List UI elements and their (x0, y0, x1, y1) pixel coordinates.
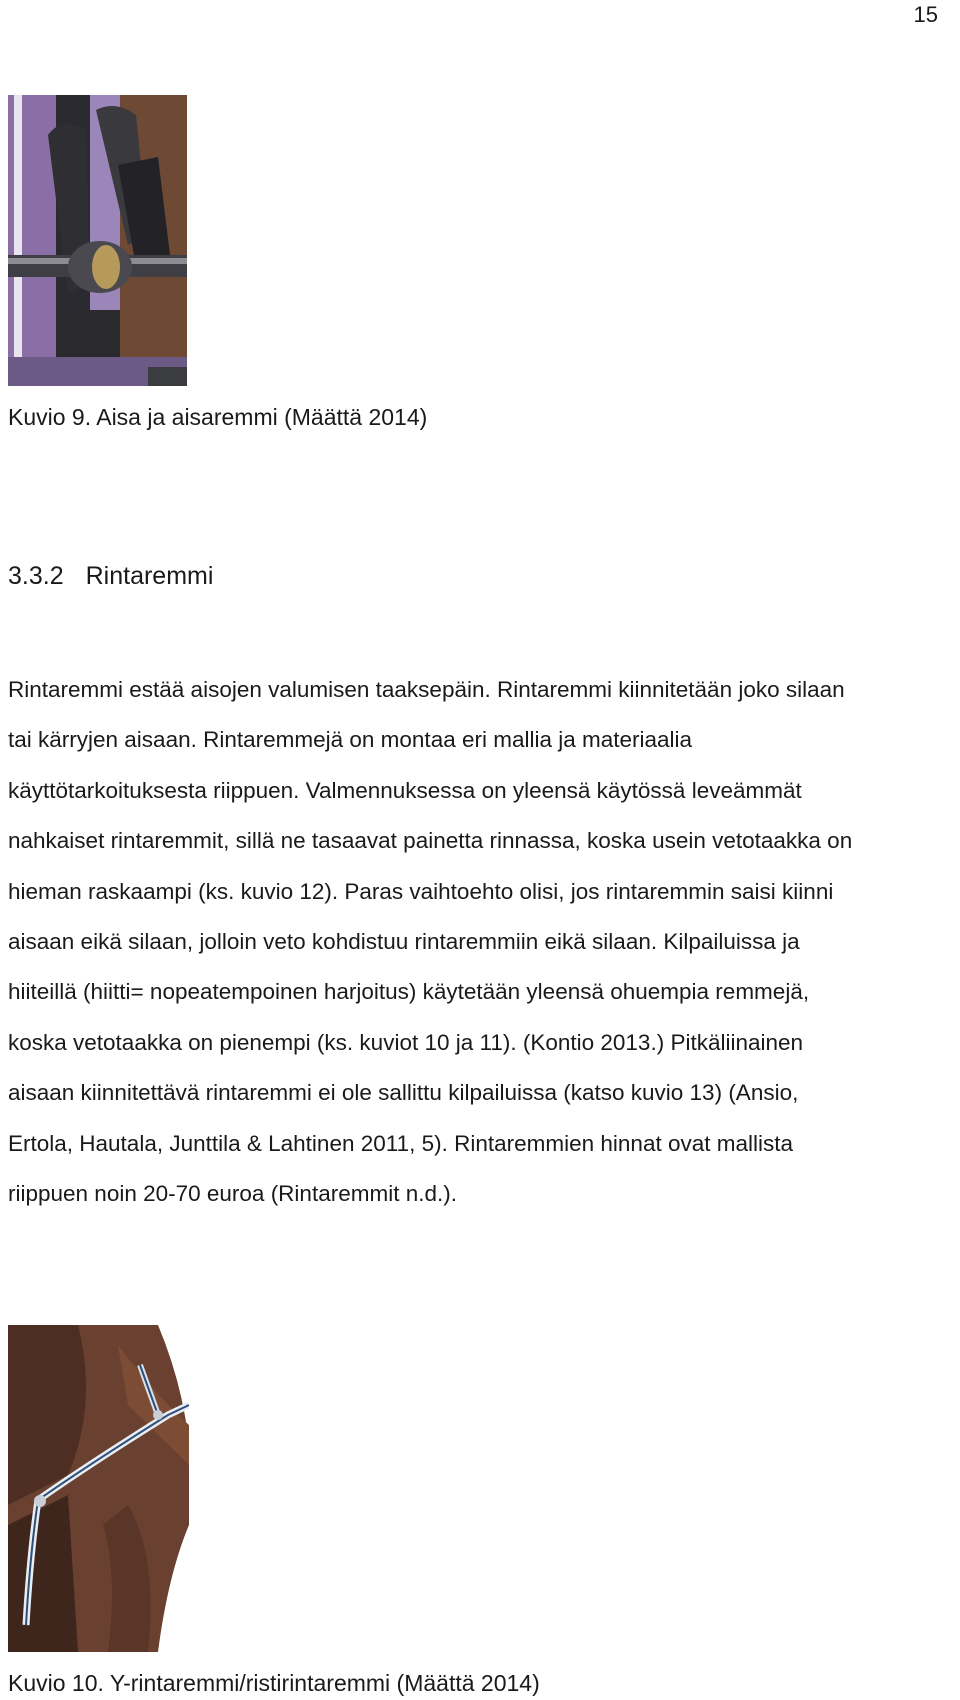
text-line: käyttötarkoituksesta riippuen. Valmennuksessa on yleensä käytössä leveämmät (8, 777, 802, 803)
page-number: 15 (913, 2, 938, 27)
figure-10-caption: Kuvio 10. Y-rintaremmi/ristirintaremmi (Määttä 2014) (8, 1670, 540, 1696)
figure-9-photo-shaft-and-shaft-strap (8, 95, 187, 386)
text-line: Ertola, Hautala, Junttila & Lahtinen 2011, 5). Rintaremmien hinnat ovat mallista (8, 1130, 794, 1156)
text-line: nahkaiset rintaremmit, sillä ne tasaavat painetta rinnassa, koska usein vetotaakka on (8, 828, 853, 854)
text-line: riippuen noin 20-70 euroa (Rintaremmit n.d.). (8, 1181, 457, 1207)
figure-10-photo-y-breastplate (8, 1325, 189, 1652)
text-line: hieman raskaampi (ks. kuvio 12). Paras vaihtoehto olisi, jos rintaremmin saisi kiinni (8, 878, 834, 904)
section-heading (8, 562, 213, 591)
text-line: Rintaremmi estää aisojen valumisen taaksepäin. Rintaremmi kiinnitetään joko silaan (8, 677, 845, 702)
figure-9-caption: Kuvio 9. Aisa ja aisaremmi (Määttä 2014) (8, 404, 428, 430)
text-line: aisaan eikä silaan, jolloin veto kohdistuu rintaremmiin eikä silaan. Kilpailuissa ja (8, 929, 800, 955)
y-breastplate-photo (8, 1325, 189, 1652)
body-paragraph (8, 665, 953, 1219)
text-line: hiiteillä (hiitti= nopeatempoinen harjoitus) käytetään yleensä ohuempia remmejä, (8, 979, 810, 1005)
shaft-strap-photo (8, 95, 187, 386)
text-line: tai kärryjen aisaan. Rintaremmejä on montaa eri mallia ja materiaalia (8, 727, 693, 753)
text-line: aisaan kiinnitettävä rintaremmi ei ole sallittu kilpailuissa (katso kuvio 13) (Ansio, (8, 1080, 799, 1106)
section-number: 3.3.2 (8, 562, 64, 590)
text-line: koska vetotaakka on pienempi (ks. kuviot 10 ja 11). (Kontio 2013.) Pitkäliinainen (8, 1029, 804, 1055)
section-title: Rintaremmi (85, 562, 214, 590)
